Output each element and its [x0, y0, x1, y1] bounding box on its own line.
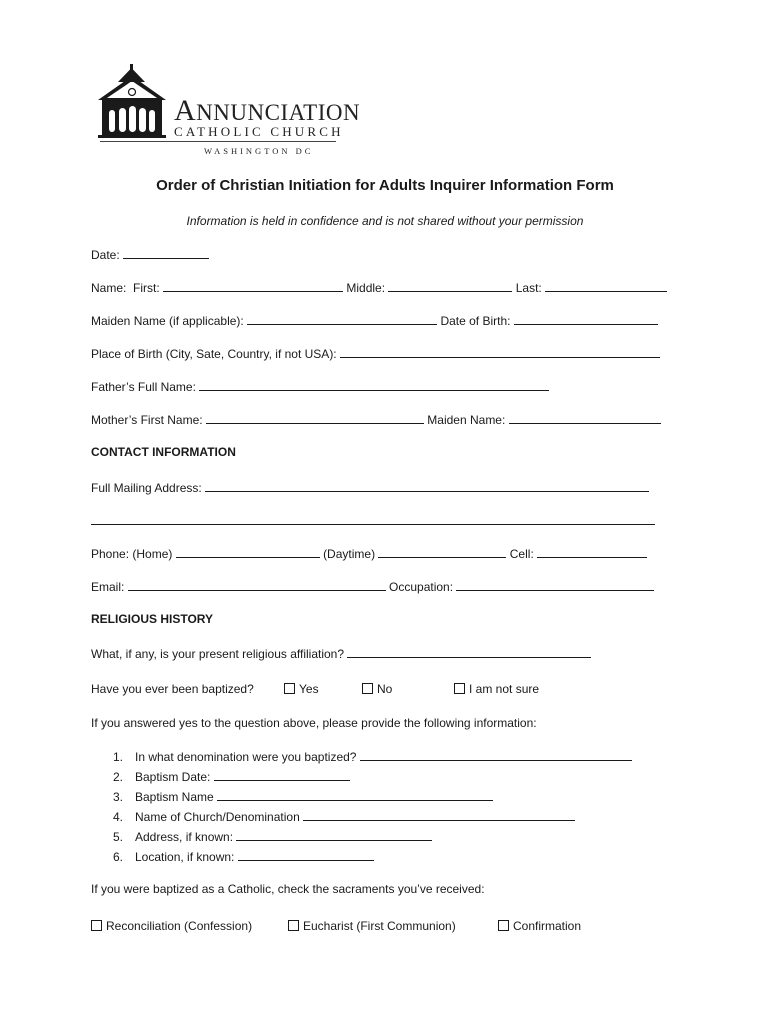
- maiden-dob-row: [91, 313, 658, 328]
- checkbox-confirmation[interactable]: [498, 920, 509, 931]
- church-logo: [96, 62, 361, 160]
- checkbox-no[interactable]: [362, 683, 373, 694]
- list-item: [113, 769, 632, 789]
- phone-home-label: Phone: (Home): [91, 547, 173, 561]
- mother-row: [91, 412, 661, 427]
- eucharist-label: Eucharist (First Communion): [303, 919, 456, 933]
- middle-name-field[interactable]: [388, 280, 512, 292]
- item-label: Location, if known:: [135, 850, 235, 864]
- first-name-field[interactable]: [163, 280, 343, 292]
- baptized-row: [91, 682, 254, 696]
- no-label: No: [377, 682, 393, 696]
- item-label: Address, if known:: [135, 830, 234, 844]
- item-number: 2.: [113, 770, 124, 784]
- sacrament-reconciliation[interactable]: [91, 919, 252, 933]
- confirmation-label: Confirmation: [513, 919, 582, 933]
- mother-maiden-field[interactable]: [509, 412, 661, 424]
- dob-field[interactable]: [514, 313, 658, 325]
- maiden-name-field[interactable]: [247, 313, 437, 325]
- affiliation-label: What, if any, is your present religious affiliation?: [91, 647, 345, 661]
- name-row: [91, 280, 667, 295]
- baptism-details-list: [113, 749, 632, 869]
- pob-label: Place of Birth (City, Sate, Country, if not USA):: [91, 347, 337, 361]
- religious-heading: RELIGIOUS HISTORY: [91, 612, 214, 626]
- item-number: 5.: [113, 830, 124, 844]
- church-building-icon: [96, 62, 174, 142]
- denomination-field[interactable]: [360, 749, 632, 761]
- mother-field[interactable]: [206, 412, 424, 424]
- church-name-field[interactable]: [303, 809, 575, 821]
- phone-row: [91, 546, 647, 561]
- list-item: [113, 789, 632, 809]
- email-label: Email:: [91, 580, 125, 594]
- address-label: Full Mailing Address:: [91, 481, 202, 495]
- logo-location: WASHINGTON DC: [204, 146, 314, 156]
- followup-text: If you answered yes to the question above, please provide the following information:: [91, 716, 537, 730]
- address-row-2: [91, 513, 655, 528]
- reconciliation-label: Reconciliation (Confession): [106, 919, 253, 933]
- item-number: 3.: [113, 790, 124, 804]
- father-label: Father’s Full Name:: [91, 380, 196, 394]
- email-row: [91, 579, 654, 594]
- occupation-field[interactable]: [456, 579, 654, 591]
- church-location-field[interactable]: [238, 849, 374, 861]
- checkbox-eucharist[interactable]: [288, 920, 299, 931]
- item-label: Baptism Name: [135, 790, 214, 804]
- form-subtitle: Information is held in confidence and is not shared without your permission: [186, 214, 584, 228]
- list-item: [113, 849, 632, 869]
- mother-label: Mother’s First Name:: [91, 413, 203, 427]
- list-item: [113, 809, 632, 829]
- mother-maiden-label: Maiden Name:: [427, 413, 506, 427]
- father-field[interactable]: [199, 379, 549, 391]
- yes-label: Yes: [299, 682, 319, 696]
- first-name-label: Name: First:: [91, 281, 160, 295]
- baptism-name-field[interactable]: [217, 789, 493, 801]
- church-address-field[interactable]: [236, 829, 432, 841]
- affiliation-row: [91, 646, 591, 661]
- date-row: [91, 247, 209, 262]
- form-title: Order of Christian Initiation for Adults Inquirer Information Form: [156, 177, 614, 194]
- pob-row: [91, 346, 660, 361]
- phone-day-field[interactable]: [378, 546, 506, 558]
- checkbox-reconciliation[interactable]: [91, 920, 102, 931]
- item-number: 1.: [113, 750, 124, 764]
- occupation-label: Occupation:: [389, 580, 454, 594]
- last-name-label: Last:: [515, 281, 542, 295]
- checkbox-yes[interactable]: [284, 683, 295, 694]
- address-row: [91, 480, 649, 495]
- address-field[interactable]: [205, 480, 649, 492]
- date-field[interactable]: [123, 247, 209, 259]
- list-item: [113, 749, 632, 769]
- phone-day-label: (Daytime): [323, 547, 376, 561]
- pob-field[interactable]: [340, 346, 660, 358]
- item-number: 6.: [113, 850, 124, 864]
- catholic-prompt: If you were baptized as a Catholic, check the sacraments you’ve received:: [91, 882, 485, 896]
- item-label: In what denomination were you baptized?: [135, 750, 357, 764]
- logo-divider: [100, 141, 336, 142]
- checkbox-unsure[interactable]: [454, 683, 465, 694]
- date-label: Date:: [91, 248, 120, 262]
- logo-name-line2: CATHOLIC CHURCH: [174, 124, 344, 139]
- baptized-no-option[interactable]: [362, 682, 392, 696]
- last-name-field[interactable]: [545, 280, 667, 292]
- email-field[interactable]: [128, 579, 386, 591]
- address-field-2[interactable]: [91, 513, 655, 525]
- item-label: Name of Church/Denomination: [135, 810, 300, 824]
- sacrament-eucharist[interactable]: [288, 919, 456, 933]
- cell-label: Cell:: [509, 547, 534, 561]
- contact-heading: CONTACT INFORMATION: [91, 445, 236, 459]
- father-row: [91, 379, 549, 394]
- maiden-name-label: Maiden Name (if applicable):: [91, 314, 244, 328]
- baptized-unsure-option[interactable]: [454, 682, 539, 696]
- list-item: [113, 829, 632, 849]
- dob-label: Date of Birth:: [440, 314, 511, 328]
- item-number: 4.: [113, 810, 124, 824]
- affiliation-field[interactable]: [347, 646, 591, 658]
- logo-name-line1: ANNUNCIATION: [174, 94, 361, 127]
- unsure-label: I am not sure: [469, 682, 540, 696]
- baptized-yes-option[interactable]: [284, 682, 319, 696]
- baptized-label: Have you ever been baptized?: [91, 682, 254, 696]
- cell-field[interactable]: [537, 546, 647, 558]
- middle-name-label: Middle:: [346, 281, 386, 295]
- sacrament-confirmation[interactable]: [498, 919, 581, 933]
- item-label: Baptism Date:: [135, 770, 211, 784]
- phone-home-field[interactable]: [176, 546, 320, 558]
- baptism-date-field[interactable]: [214, 769, 350, 781]
